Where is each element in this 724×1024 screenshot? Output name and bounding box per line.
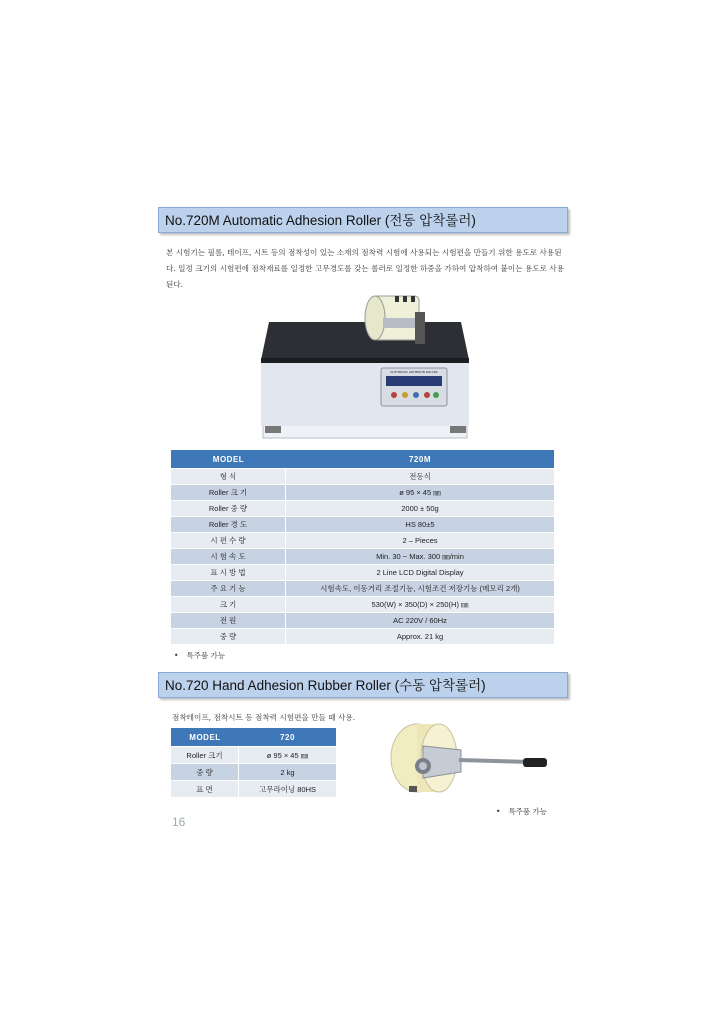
- table-row: 중 량 Approx. 21 kg: [171, 629, 554, 644]
- table-row: 시 험 속 도 Min. 30 ~ Max. 300 ㎜/min: [171, 549, 554, 564]
- table-header-model-value: 720M: [286, 450, 554, 468]
- custom-order-note-2: • 특주품 가능: [496, 807, 548, 816]
- panel-label: AUTOMATIC ADHESION ROLLER: [390, 370, 438, 374]
- table-row: 형 식 전동식: [171, 469, 554, 484]
- table-row: Roller 크 기 ø 95 × 45 ㎜: [171, 485, 554, 500]
- section-description-720: 점착테이프, 점착시트 등 점착력 시험편을 만들 때 사용.: [172, 713, 356, 722]
- table-row: 표 시 방 법 2 Line LCD Digital Display: [171, 565, 554, 580]
- table-row: Roller 경 도 HS 80±5: [171, 517, 554, 532]
- section-title-720m: No.720M Automatic Adhesion Roller (전동 압착롤러): [158, 207, 568, 233]
- bullet-icon: •: [174, 651, 179, 660]
- table-row: 주 요 기 능 시험속도, 이동거리 조절기능, 시험조건 저장기능 (메모리 2개): [171, 581, 554, 596]
- spec-table-720m: [171, 449, 554, 645]
- hand-roller-image: [383, 716, 553, 798]
- custom-order-note-1: • 특주품 가능: [174, 651, 226, 660]
- table-row: Roller 중 량 2000 ± 50g: [171, 501, 554, 516]
- automatic-adhesion-roller-image: [255, 292, 475, 440]
- table-row: 전 원 AC 220V / 60Hz: [171, 613, 554, 628]
- bullet-icon: •: [496, 807, 501, 816]
- table-header-model-value: 720: [239, 728, 336, 746]
- spec-table-720: [171, 727, 336, 798]
- table-row: 표 면 고무라이닝 80HS: [171, 781, 336, 797]
- table-row: 시 편 수 량 2 – Pieces: [171, 533, 554, 548]
- page-number: 16: [172, 815, 186, 829]
- table-row: 크 기 530(W) × 350(D) × 250(H) ㎜: [171, 597, 554, 612]
- table-row: 중 량 2 kg: [171, 764, 336, 780]
- table-row: Roller 크기 ø 95 × 45 ㎜: [171, 747, 336, 763]
- section-description-720m: 본 시험기는 필름, 테이프, 시트 등의 점착성이 있는 소재의 점착력 시험에 사용되는 시험편을 만들기 위한 용도로 사용된다. 일정 크기의 시험편에 점착재료를 일정한 고무경도를 갖는 롤러로 일정한 하중을 가하여 압착하여 붙이는 용도로 사용된다.: [166, 248, 565, 289]
- table-header-model: MODEL: [171, 450, 286, 468]
- section-title-720: No.720 Hand Adhesion Rubber Roller (수동 압착롤러): [158, 672, 568, 698]
- table-header-model: MODEL: [171, 728, 239, 746]
